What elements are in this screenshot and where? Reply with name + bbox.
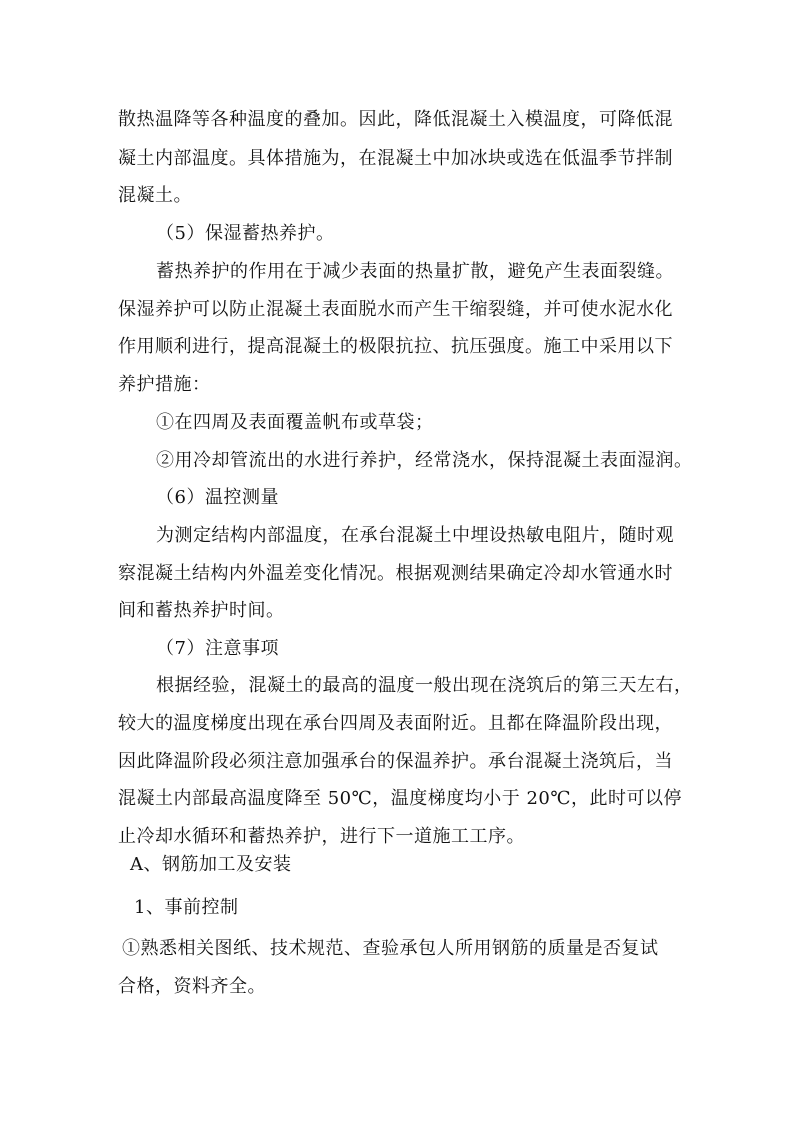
text-line: 间和蓄热养护时间。 (118, 600, 285, 621)
section-heading: 1、事前控制 (134, 897, 239, 918)
text-line: 混凝土。 (118, 185, 192, 206)
text-line: 作用顺利进行，提高混凝土的极限抗拉、抗压强度。施工中采用以下 (118, 336, 673, 357)
text-line: 为测定结构内部温度，在承台混凝土中埋设热敏电阻片，随时观 (156, 525, 674, 546)
text-line: 保湿养护可以防止混凝土表面脱水而产生干缩裂缝，并可使水泥水化 (118, 299, 673, 320)
text-line: 混凝土内部最高温度降至 50℃，温度梯度均小于 20℃，此时可以停 (118, 788, 683, 809)
text-line: 散热温降等各种温度的叠加。因此，降低混凝土入模温度，可降低混 (118, 109, 673, 130)
text-line: 养护措施： (118, 374, 211, 395)
text-line: 较大的温度梯度出现在承台四周及表面附近。且都在降温阶段出现， (118, 713, 673, 734)
text-line: 根据经验，混凝土的最高的温度一般出现在浇筑后的第三天左右， (156, 675, 693, 696)
text-line: 察混凝土结构内外温差变化情况。根据观测结果确定冷却水管通水时 (118, 563, 673, 584)
section-heading: （5）保湿蓄热养护。 (156, 223, 335, 244)
text-line: 因此降温阶段必须注意加强承台的保温养护。承台混凝土浇筑后，当 (118, 751, 673, 772)
list-item: ①熟悉相关图纸、技术规范、查验承包人所用钢筋的质量是否复试 (122, 938, 659, 959)
text-line: 合格，资料齐全。 (118, 976, 266, 997)
text-line: 蓄热养护的作用在于减少表面的热量扩散，避免产生表面裂缝。 (156, 261, 674, 282)
section-heading: （7）注意事项 (156, 638, 279, 659)
list-item: ①在四周及表面覆盖帆布或草袋； (156, 412, 434, 433)
list-item: ②用冷却管流出的水进行养护，经常浇水，保持混凝土表面湿润。 (156, 450, 693, 471)
section-heading: A、钢筋加工及安装 (130, 854, 292, 875)
text-line: 止冷却水循环和蓄热养护，进行下一道施工工序。 (118, 826, 525, 847)
section-heading: （6）温控测量 (156, 487, 279, 508)
text-line: 凝土内部温度。具体措施为，在混凝土中加冰块或选在低温季节拌制 (118, 148, 673, 169)
